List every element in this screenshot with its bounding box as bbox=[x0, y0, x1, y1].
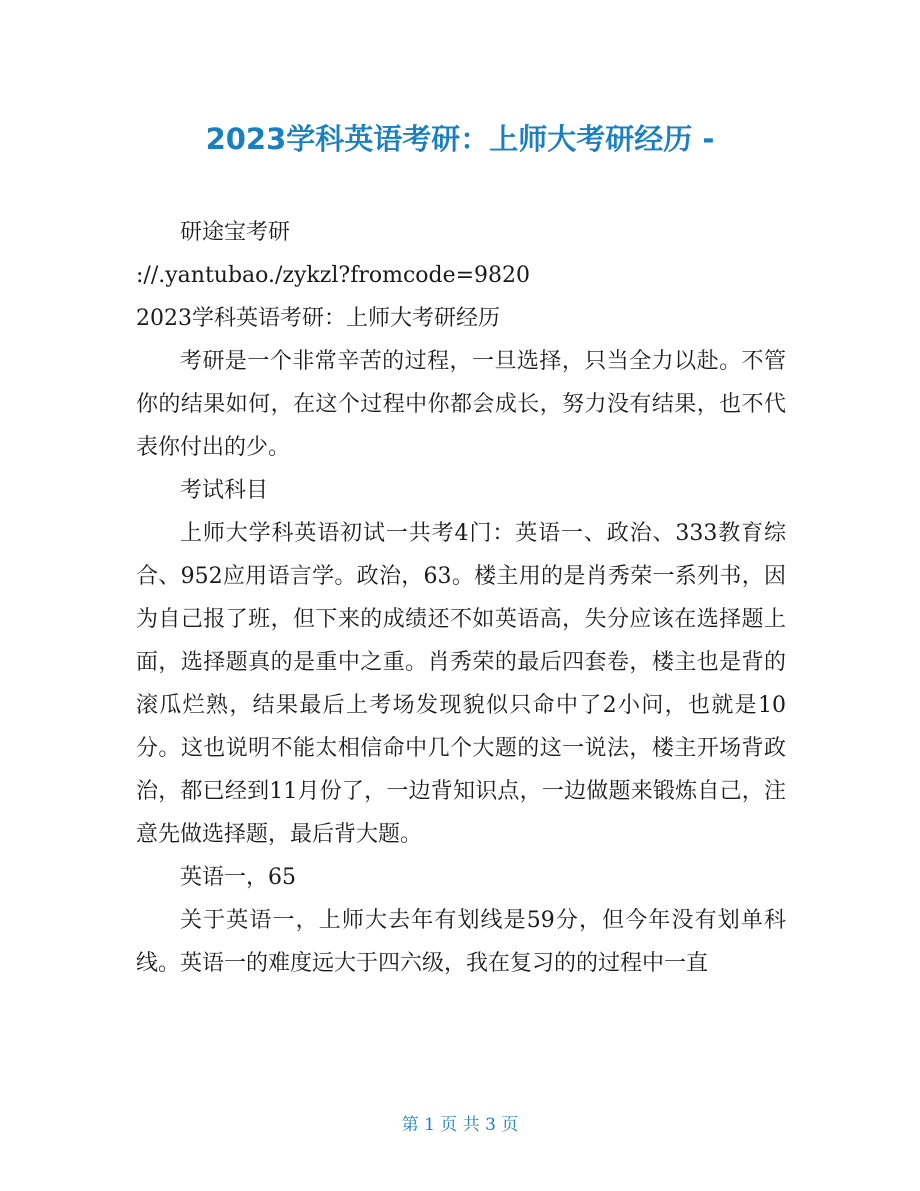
source-url: ://.yantubao./zykzl?fromcode=9820 bbox=[136, 263, 531, 288]
source-label: 研途宝考研 bbox=[180, 220, 291, 245]
intro-paragraph: 考研是一个非常辛苦的过程，一旦选择，只当全力以赴。不管你的结果如何，在这个过程中你都会成长，努力没有结果，也不代表你付出的少。 bbox=[136, 349, 786, 460]
page-footer: 第 1 页 共 3 页 bbox=[401, 1115, 519, 1135]
section-heading-exam-subjects: 考试科目 bbox=[180, 478, 269, 503]
exam-subjects-paragraph: 上师大学科英语初试一共考4门：英语一、政治、333教育综合、952应用语言学。政治，63。楼主用的是肖秀荣一系列书，因为自己报了班，但下来的成绩还不如英语高，失分应该在选择题上面，选择题真的是重中之重。肖秀荣的最后四套卷，楼主也是背的滚瓜烂熟，结果最后上考场发现貌似只命中了2小问，也就是10分。这也说明不能太相信命中几个大题的这一说法，楼主开场背政治，都已经到11月份了，一边背知识点，一边做题来锻炼自己，注意先做选择题，最后背大题。 bbox=[136, 521, 786, 847]
document-body bbox=[136, 211, 786, 985]
english-paragraph: 关于英语一，上师大去年有划线是59分，但今年没有划单科线。英语一的难度远大于四六级，我在复习的的过程中一直 bbox=[136, 908, 786, 976]
document-title: 2023学科英语考研：上师大考研经历 - bbox=[205, 122, 715, 156]
section-heading-english: 英语一，65 bbox=[180, 865, 296, 890]
article-heading: 2023学科英语考研：上师大考研经历 bbox=[136, 306, 500, 331]
